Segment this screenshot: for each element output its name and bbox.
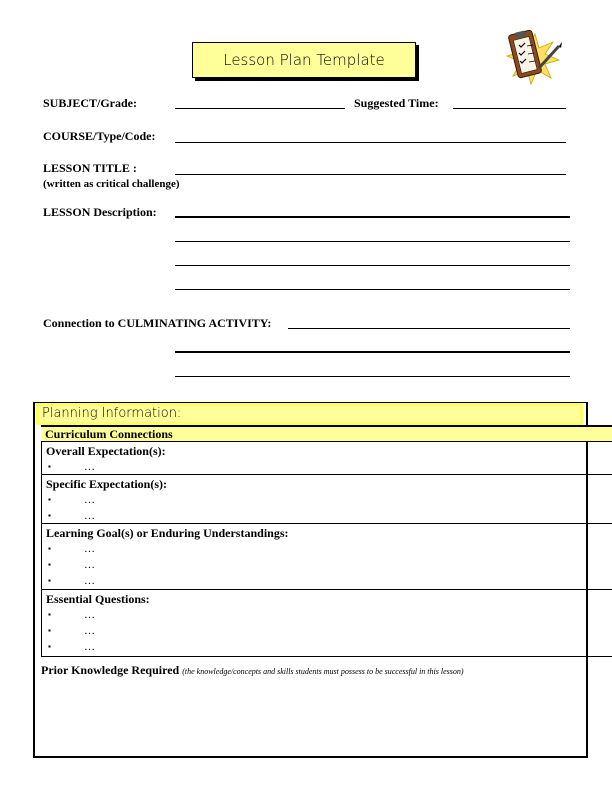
- bullet: ▪: [48, 610, 51, 619]
- description-label: LESSON Description:: [43, 205, 157, 219]
- bullet: ▪: [48, 511, 51, 520]
- prior-knowledge-label: Prior Knowledge Required: [41, 663, 180, 677]
- bullet: ▪: [48, 544, 51, 553]
- course-label: COURSE/Type/Code:: [43, 129, 156, 143]
- subject-label: SUBJECT/Grade:: [43, 96, 138, 110]
- bullet-text: …: [84, 641, 95, 653]
- list-item: [42, 541, 584, 557]
- time-label: Suggested Time:: [354, 96, 439, 110]
- description-line[interactable]: [175, 289, 570, 290]
- bullet: ▪: [48, 626, 51, 635]
- overall-box[interactable]: [41, 442, 584, 474]
- planning-heading: Planning Information:: [36, 403, 583, 425]
- connection-label: Connection to CULMINATING ACTIVITY:: [43, 316, 272, 330]
- questions-label: Essential Questions:: [46, 592, 150, 606]
- connection-line[interactable]: [288, 328, 570, 329]
- bullet: ▪: [48, 560, 51, 569]
- list-item: [42, 492, 584, 508]
- connection-line[interactable]: [175, 351, 570, 353]
- bullet-text: …: [84, 559, 95, 571]
- divider: [41, 656, 612, 657]
- list-item: [42, 639, 584, 655]
- specific-box[interactable]: [41, 475, 584, 523]
- description-line[interactable]: [175, 265, 570, 266]
- bullet: ▪: [48, 642, 51, 651]
- list-item: [42, 557, 584, 573]
- prior-knowledge-area[interactable]: [41, 680, 581, 752]
- list-item: [42, 607, 584, 623]
- bullet: ▪: [48, 462, 51, 471]
- prior-knowledge-heading: [41, 663, 464, 678]
- description-line[interactable]: [175, 241, 570, 242]
- specific-label: Specific Expectation(s):: [46, 477, 167, 491]
- bullet-text: …: [84, 494, 95, 506]
- lesson-title-line[interactable]: [175, 174, 566, 175]
- lesson-title-label: LESSON TITLE :: [43, 161, 137, 175]
- overall-label: Overall Expectation(s):: [46, 444, 166, 458]
- list-item: [42, 508, 584, 524]
- questions-box[interactable]: [41, 590, 584, 656]
- bullet-text: …: [84, 461, 95, 473]
- bullet-text: …: [84, 625, 95, 637]
- bullet-text: …: [84, 510, 95, 522]
- bullet: ▪: [48, 495, 51, 504]
- bullet: ▪: [48, 576, 51, 585]
- curriculum-heading: Curriculum Connections: [41, 425, 612, 442]
- list-item: [42, 623, 584, 639]
- clipboard-icon: [505, 28, 565, 86]
- course-line[interactable]: [175, 142, 566, 143]
- lesson-title-hint: (written as critical challenge): [43, 178, 180, 190]
- connection-line[interactable]: [175, 376, 570, 377]
- prior-knowledge-note: (the knowledge/concepts and skills students must possess to be successful in this lesson): [182, 667, 464, 676]
- bullet-text: …: [84, 575, 95, 587]
- list-item: [42, 459, 584, 475]
- bullet-text: …: [84, 543, 95, 555]
- goals-label: Learning Goal(s) or Enduring Understandings:: [46, 526, 289, 540]
- list-item: [42, 573, 584, 589]
- goals-box[interactable]: [41, 524, 584, 589]
- time-line[interactable]: [453, 108, 566, 109]
- subject-line[interactable]: [175, 108, 345, 109]
- description-line[interactable]: [175, 216, 570, 218]
- bullet-text: …: [84, 609, 95, 621]
- page-title: Lesson Plan Template: [192, 42, 416, 78]
